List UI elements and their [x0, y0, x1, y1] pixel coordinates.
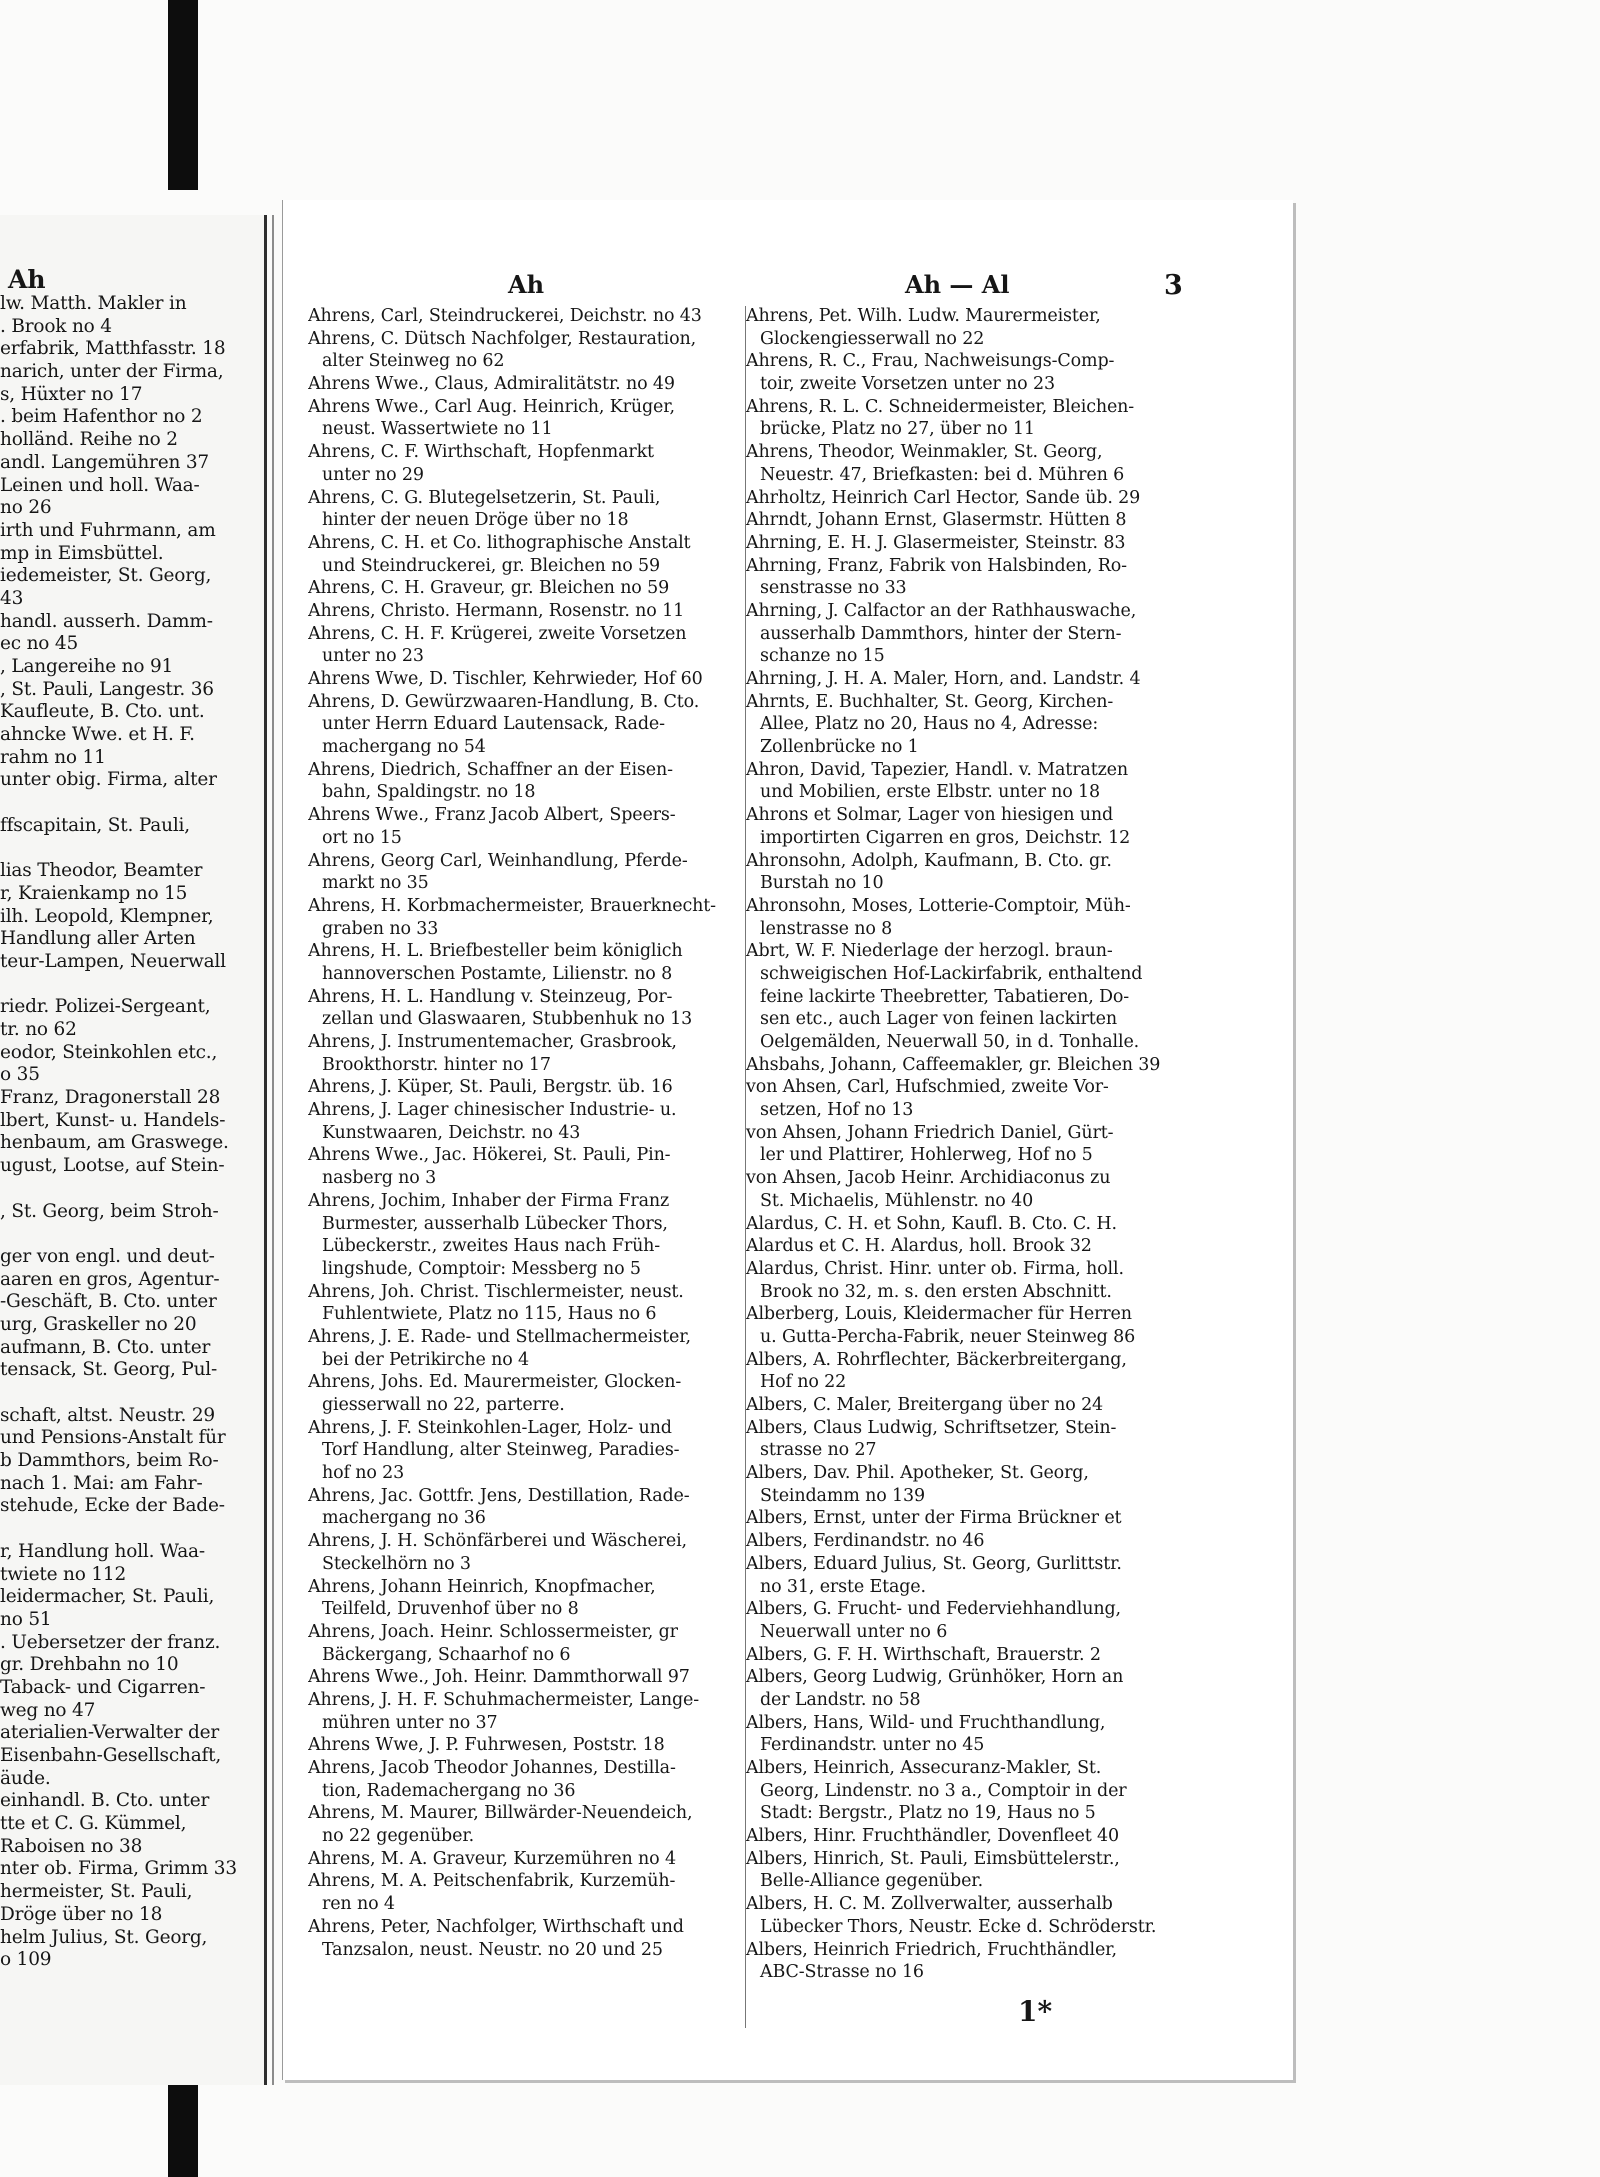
directory-line: unter Herrn Eduard Lautensack, Rade-: [322, 714, 665, 735]
directory-line: Hof no 22: [760, 1372, 847, 1393]
directory-line: hannoverschen Postamte, Lilienstr. no 8: [322, 963, 673, 984]
directory-line: Albers, Eduard Julius, St. Georg, Gurlittstr.: [746, 1553, 1122, 1574]
directory-line: Ahrens, H. L. Briefbesteller beim königlich: [308, 941, 683, 962]
directory-line: aufmann, B. Cto. unter: [0, 1336, 211, 1358]
directory-line: Zollenbrücke no 1: [760, 737, 919, 758]
directory-line: andl. Langemühren 37: [0, 451, 209, 473]
directory-line: bei der Petrikirche no 4: [322, 1349, 530, 1370]
directory-line: Torf Handlung, alter Steinweg, Paradies-: [322, 1440, 680, 1461]
directory-line: tte et C. G. Kümmel,: [0, 1813, 187, 1835]
directory-line: . Brook no 4: [0, 315, 112, 337]
directory-line: Franz, Dragonerstall 28: [0, 1087, 221, 1109]
directory-line: Ahrnts, E. Buchhalter, St. Georg, Kirchen-: [746, 691, 1114, 712]
directory-line: Ahrens, J. H. Schönfärberei und Wäscherei,: [308, 1531, 687, 1552]
directory-line: Ahrons et Solmar, Lager von hiesigen und: [746, 805, 1114, 826]
directory-line: Ahrens, R. C., Frau, Nachweisungs-Comp-: [746, 351, 1115, 372]
directory-line: Alardus, Christ. Hinr. unter ob. Firma, holl.: [746, 1258, 1124, 1279]
directory-line: Neuestr. 47, Briefkasten: bei d. Mühren 6: [760, 464, 1125, 485]
directory-line: einhandl. B. Cto. unter: [0, 1790, 210, 1812]
directory-line: Ahrning, Franz, Fabrik von Halsbinden, Ro-: [746, 555, 1127, 576]
directory-line: Albers, Heinrich Friedrich, Fruchthändler,: [746, 1939, 1117, 1960]
column-header-left: Ah: [508, 270, 545, 299]
directory-line: lbert, Kunst- u. Handels-: [0, 1109, 226, 1131]
directory-line: Ahrens Wwe, J. P. Fuhrwesen, Poststr. 18: [308, 1735, 665, 1756]
directory-line: Ahrens, R. L. C. Schneidermeister, Bleichen-: [746, 396, 1135, 417]
signature-mark: 1*: [1018, 1995, 1053, 2028]
directory-line: twiete no 112: [0, 1563, 127, 1585]
directory-line: Alardus et C. H. Alardus, holl. Brook 32: [746, 1236, 1092, 1257]
directory-line: . Uebersetzer der franz.: [0, 1631, 221, 1653]
left-page-column: [0, 293, 260, 1972]
directory-line: hermeister, St. Pauli,: [0, 1881, 193, 1903]
left-page-header: Ah: [8, 265, 46, 294]
directory-line: Albers, Heinrich, Assecuranz-Makler, St.: [746, 1758, 1102, 1778]
directory-line: Oelgemälden, Neuerwall 50, in d. Tonhalle.: [760, 1032, 1140, 1052]
directory-line: Ahronsohn, Moses, Lotterie-Comptoir, Müh-: [746, 895, 1131, 916]
directory-line: no 51: [0, 1608, 52, 1630]
directory-line: r, Handlung holl. Waa-: [0, 1540, 205, 1562]
directory-line: Stadt: Bergstr., Platz no 19, Haus no 5: [760, 1803, 1096, 1824]
directory-line: und Steindruckerei, gr. Bleichen no 59: [322, 555, 660, 576]
directory-line: Ahrens, D. Gewürzwaaren-Handlung, B. Cto.: [308, 691, 700, 712]
directory-line: Belle-Alliance gegenüber.: [760, 1871, 984, 1892]
directory-line: mühren unter no 37: [322, 1712, 498, 1733]
column-header-right: Ah — Al: [905, 270, 1010, 299]
directory-line: senstrasse no 33: [760, 578, 907, 599]
directory-line: alter Steinweg no 62: [322, 351, 505, 372]
directory-line: brücke, Platz no 27, über no 11: [760, 419, 1035, 440]
directory-line: ausserhalb Dammthors, hinter der Stern-: [760, 623, 1122, 644]
directory-line: Tanzsalon, neust. Neustr. no 20 und 25: [322, 1939, 663, 1960]
binding-mark-top: [168, 0, 198, 190]
directory-line: Ferdinandstr. unter no 45: [760, 1735, 985, 1756]
directory-line: Ahrens, Diedrich, Schaffner an der Eisen-: [308, 759, 673, 780]
directory-line: schanze no 15: [760, 646, 885, 667]
directory-line: eodor, Steinkohlen etc.,: [0, 1041, 218, 1063]
directory-line: ilh. Leopold, Klempner,: [0, 905, 214, 927]
directory-line: ahncke Wwe. et H. F.: [0, 724, 195, 746]
directory-line: helm Julius, St. Georg,: [0, 1926, 208, 1948]
directory-line: graben no 33: [322, 918, 439, 939]
directory-line: [0, 974, 260, 997]
directory-line: schaft, altst. Neustr. 29: [0, 1404, 216, 1426]
directory-line: Ahrens, Johann Heinrich, Knopfmacher,: [308, 1576, 656, 1597]
directory-line: markt no 35: [322, 873, 429, 894]
directory-line: Ahrens Wwe., Franz Jacob Albert, Speers-: [308, 805, 676, 826]
directory-line: Burstah no 10: [760, 873, 884, 894]
directory-line: Albers, G. F. H. Wirthschaft, Brauerstr. 2: [746, 1644, 1101, 1665]
directory-line: s, Hüxter no 17: [0, 383, 143, 405]
directory-line: . beim Hafenthor no 2: [0, 406, 203, 428]
directory-line: Ahrens, Christo. Hermann, Rosenstr. no 11: [308, 600, 685, 621]
directory-line: importirten Cigarren en gros, Deichstr. 12: [760, 827, 1131, 848]
directory-line: Glockengiesserwall no 22: [760, 328, 985, 349]
directory-line: lingshude, Comptoir: Messberg no 5: [322, 1258, 641, 1279]
directory-line: von Ahsen, Carl, Hufschmied, zweite Vor-: [746, 1077, 1109, 1098]
directory-line: b Dammthors, beim Ro-: [0, 1450, 219, 1472]
directory-line: Ahrens, Johs. Ed. Maurermeister, Glocken-: [308, 1372, 682, 1393]
directory-line: Albers, Ferdinandstr. no 46: [746, 1531, 985, 1552]
directory-line: Brookthorstr. hinter no 17: [322, 1054, 551, 1075]
directory-line: o 35: [0, 1064, 40, 1086]
directory-line: Neuerwall unter no 6: [760, 1621, 948, 1642]
directory-line: Kunstwaaren, Deichstr. no 43: [322, 1122, 581, 1143]
directory-line: von Ahsen, Johann Friedrich Daniel, Gürt-: [746, 1122, 1114, 1143]
directory-line: gr. Drehbahn no 10: [0, 1654, 179, 1676]
directory-line: Albers, Hinr. Fruchthändler, Dovenfleet 40: [746, 1826, 1119, 1847]
directory-line: strasse no 27: [760, 1440, 877, 1461]
directory-line: Albers, A. Rohrflechter, Bäckerbreitergang,: [746, 1349, 1127, 1370]
directory-line: ffscapitain, St. Pauli,: [0, 814, 190, 836]
directory-line: Ahrning, E. H. J. Glasermeister, Steinstr. 83: [746, 532, 1126, 553]
directory-line: Ahrens, Joach. Heinr. Schlossermeister, gr: [308, 1621, 678, 1642]
directory-line: urg, Graskeller no 20: [0, 1313, 197, 1335]
directory-line: Ahrens, J. F. Steinkohlen-Lager, Holz- und: [308, 1417, 672, 1438]
directory-line: Ahrens, J. Instrumentemacher, Grasbrook,: [308, 1032, 677, 1052]
directory-line: [0, 838, 260, 861]
directory-line: Ahrens, Carl, Steindruckerei, Deichstr. no 43: [308, 306, 702, 326]
directory-line: ort no 15: [322, 827, 402, 848]
directory-column-right: [746, 305, 1182, 1984]
directory-line: Ahrens, Joh. Christ. Tischlermeister, neust.: [308, 1281, 684, 1302]
directory-line: bahn, Spaldingstr. no 18: [322, 782, 536, 803]
directory-line: Ahrens, Jochim, Inhaber der Firma Franz: [308, 1190, 670, 1211]
directory-line: Ahrens Wwe, D. Tischler, Kehrwieder, Hof 60: [308, 669, 703, 689]
directory-line: Alardus, C. H. et Sohn, Kaufl. B. Cto. C. H.: [746, 1213, 1117, 1234]
directory-line: tion, Rademachergang no 36: [322, 1780, 576, 1801]
directory-line: Ahrens Wwe., Carl Aug. Heinrich, Krüger,: [308, 396, 675, 417]
directory-line: narich, unter der Firma,: [0, 361, 224, 383]
directory-line: Ahrens, Jacob Theodor Johannes, Destilla-: [308, 1758, 676, 1778]
directory-line: Albers, H. C. M. Zollverwalter, ausserhalb: [746, 1894, 1113, 1915]
directory-line: Ahrens, J. H. F. Schuhmachermeister, Lange-: [308, 1689, 699, 1710]
directory-line: Bäckergang, Schaarhof no 6: [322, 1644, 571, 1665]
directory-line: Ahrens Wwe., Jac. Hökerei, St. Pauli, Pin-: [308, 1145, 671, 1166]
directory-line: Steindamm no 139: [760, 1485, 926, 1506]
directory-line: schweigischen Hof-Lackirfabrik, enthaltend: [760, 963, 1143, 984]
directory-line: ger von engl. und deut-: [0, 1245, 215, 1267]
directory-line: St. Michaelis, Mühlenstr. no 40: [760, 1190, 1034, 1211]
directory-line: Ahrens, Theodor, Weinmakler, St. Georg,: [746, 442, 1103, 463]
directory-line: nter ob. Firma, Grimm 33: [0, 1858, 237, 1880]
directory-line: o 109: [0, 1949, 52, 1971]
directory-line: setzen, Hof no 13: [760, 1100, 914, 1121]
directory-line: und Mobilien, erste Elbstr. unter no 18: [760, 782, 1100, 803]
directory-line: Albers, Hinrich, St. Pauli, Eimsbüttelerstr.,: [746, 1848, 1120, 1869]
directory-line: Albers, Claus Ludwig, Schriftsetzer, Stein-: [746, 1417, 1117, 1438]
directory-line: machergang no 36: [322, 1508, 486, 1529]
directory-line: giesserwall no 22, parterre.: [322, 1395, 565, 1415]
directory-line: -Geschäft, B. Cto. unter: [0, 1291, 217, 1313]
directory-line: r, Kraienkamp no 15: [0, 882, 188, 904]
directory-line: [0, 1518, 260, 1541]
directory-line: [0, 792, 260, 815]
directory-line: ABC-Strasse no 16: [760, 1962, 924, 1983]
directory-line: Allee, Platz no 20, Haus no 4, Adresse:: [760, 714, 1099, 735]
directory-line: der Landstr. no 58: [760, 1689, 921, 1710]
directory-line: Fuhlentwiete, Platz no 115, Haus no 6: [322, 1304, 657, 1325]
directory-line: Ahrens, C. H. et Co. lithographische Anstalt: [308, 532, 691, 553]
directory-line: riedr. Polizei-Sergeant,: [0, 996, 211, 1018]
directory-line: no 22 gegenüber.: [322, 1826, 475, 1847]
directory-line: Ahrens, H. L. Handlung v. Steinzeug, Por-: [308, 986, 673, 1007]
directory-line: und Pensions-Anstalt für: [0, 1427, 226, 1449]
directory-line: aterialien-Verwalter der: [0, 1722, 219, 1744]
directory-line: Albers, Georg Ludwig, Grünhöker, Horn an: [746, 1667, 1124, 1688]
directory-line: irth und Fuhrmann, am: [0, 519, 216, 541]
directory-line: Ahsbahs, Johann, Caffeemakler, gr. Bleichen 39: [746, 1054, 1161, 1075]
directory-line: Brook no 32, m. s. den ersten Abschnitt.: [760, 1281, 1112, 1302]
directory-line: Ahrens, M. A. Peitschenfabrik, Kurzemüh-: [308, 1871, 676, 1892]
directory-line: feine lackirte Theebretter, Tabatieren, Do-: [760, 986, 1130, 1007]
page-gutter: [272, 215, 274, 2085]
directory-line: , Langereihe no 91: [0, 656, 174, 677]
directory-line: unter no 29: [322, 464, 424, 485]
directory-line: Ahron, David, Tapezier, Handl. v. Matratzen: [746, 759, 1128, 780]
directory-line: Leinen und holl. Waa-: [0, 474, 200, 496]
directory-line: Teilfeld, Druvenhof über no 8: [322, 1599, 579, 1620]
directory-line: zellan und Glaswaaren, Stubbenhuk no 13: [322, 1009, 693, 1030]
directory-line: u. Gutta-Percha-Fabrik, neuer Steinweg 86: [760, 1326, 1136, 1347]
directory-line: teur-Lampen, Neuerwall: [0, 950, 226, 972]
directory-line: Lübecker Thors, Neustr. Ecke d. Schröderstr.: [760, 1916, 1157, 1937]
directory-line: unter no 23: [322, 646, 424, 667]
directory-line: neust. Wassertwiete no 11: [322, 419, 553, 440]
directory-line: Georg, Lindenstr. no 3 a., Comptoir in der: [760, 1780, 1127, 1801]
directory-line: Albers, Hans, Wild- und Fruchthandlung,: [746, 1712, 1106, 1733]
directory-line: hof no 23: [322, 1463, 405, 1484]
directory-line: nach 1. Mai: am Fahr-: [0, 1472, 203, 1494]
directory-line: Kaufleute, B. Cto. unt.: [0, 701, 205, 723]
directory-line: äude.: [0, 1767, 51, 1789]
directory-line: Ahrning, J. H. A. Maler, Horn, and. Landstr. 4: [746, 669, 1141, 689]
directory-line: Ahrens Wwe., Claus, Admiralitätstr. no 49: [308, 374, 675, 395]
directory-line: Ahrens, Jac. Gottfr. Jens, Destillation, Rade-: [308, 1485, 690, 1506]
directory-line: Ahrens, J. E. Rade- und Stellmachermeister,: [308, 1326, 691, 1347]
directory-line: ren no 4: [322, 1894, 395, 1915]
directory-line: Ahrning, J. Calfactor an der Rathhauswache,: [746, 600, 1137, 621]
directory-line: stehude, Ecke der Bade-: [0, 1495, 225, 1517]
directory-line: Albers, C. Maler, Breitergang über no 24: [746, 1395, 1104, 1415]
directory-line: Raboisen no 38: [0, 1835, 143, 1857]
directory-line: tensack, St. Georg, Pul-: [0, 1359, 218, 1381]
directory-line: Albers, Ernst, unter der Firma Brückner et: [746, 1508, 1122, 1529]
directory-line: [0, 1178, 260, 1201]
directory-line: ugust, Lootse, auf Stein-: [0, 1155, 225, 1177]
directory-line: , St. Georg, beim Stroh-: [0, 1200, 219, 1222]
directory-line: mp in Eimsbüttel.: [0, 542, 164, 564]
directory-line: weg no 47: [0, 1699, 96, 1721]
directory-line: machergang no 54: [322, 737, 486, 758]
directory-line: Burmester, ausserhalb Lübecker Thors,: [322, 1213, 668, 1234]
directory-line: sen etc., auch Lager von feinen lackirten: [760, 1009, 1117, 1030]
directory-line: erfabrik, Matthfasstr. 18: [0, 338, 226, 360]
directory-line: rahm no 11: [0, 746, 106, 768]
directory-line: Ahrens, M. Maurer, Billwärder-Neuendeich,: [308, 1803, 693, 1824]
directory-line: , St. Pauli, Langestr. 36: [0, 678, 214, 700]
directory-line: [0, 1223, 260, 1246]
directory-line: henbaum, am Graswege.: [0, 1132, 229, 1154]
directory-line: Eisenbahn-Gesellschaft,: [0, 1745, 222, 1766]
directory-line: Ahronsohn, Adolph, Kaufmann, B. Cto. gr.: [746, 850, 1112, 871]
directory-line: Ahrens, J. Lager chinesischer Industrie- u.: [308, 1100, 677, 1121]
directory-line: Ahrens, C. Dütsch Nachfolger, Restauration,: [308, 328, 697, 349]
directory-line: holländ. Reihe no 2: [0, 429, 178, 451]
directory-line: Ahrndt, Johann Ernst, Glasermstr. Hütten 8: [746, 510, 1127, 531]
directory-line: Ahrens, C. H. Graveur, gr. Bleichen no 59: [308, 578, 670, 599]
directory-line: Ahrens, J. Küper, St. Pauli, Bergstr. üb. 16: [308, 1077, 673, 1098]
directory-line: handl. ausserh. Damm-: [0, 610, 213, 632]
directory-line: 43: [0, 587, 24, 609]
directory-column-left: [308, 305, 744, 1961]
directory-line: von Ahsen, Jacob Heinr. Archidiaconus zu: [746, 1168, 1111, 1189]
directory-line: Abrt, W. F. Niederlage der herzogl. braun-: [746, 941, 1113, 962]
directory-line: tr. no 62: [0, 1019, 77, 1040]
directory-line: Ahrens, H. Korbmachermeister, Brauerknecht-: [308, 895, 716, 916]
directory-line: toir, zweite Vorsetzen unter no 23: [760, 374, 1055, 395]
directory-line: [0, 1382, 260, 1405]
directory-line: Taback- und Cigarren-: [0, 1676, 206, 1698]
directory-line: Dröge über no 18: [0, 1903, 163, 1925]
directory-line: hinter der neuen Dröge über no 18: [322, 510, 629, 531]
directory-line: lenstrasse no 8: [760, 918, 893, 939]
directory-line: Lübeckerstr., zweites Haus nach Früh-: [322, 1236, 661, 1257]
directory-line: no 31, erste Etage.: [760, 1576, 926, 1597]
directory-line: unter obig. Firma, alter: [0, 769, 217, 791]
directory-line: Ahrens, Georg Carl, Weinhandlung, Pferde-: [308, 850, 688, 871]
directory-line: Ahrens Wwe., Joh. Heinr. Dammthorwall 97: [308, 1667, 690, 1688]
directory-line: Steckelhörn no 3: [322, 1553, 471, 1574]
directory-line: ec no 45: [0, 633, 79, 655]
page-number: 3: [1164, 270, 1183, 301]
directory-line: leidermacher, St. Pauli,: [0, 1586, 215, 1608]
directory-line: Ahrens, C. F. Wirthschaft, Hopfenmarkt: [308, 442, 654, 463]
directory-line: Alberberg, Louis, Kleidermacher für Herren: [746, 1304, 1132, 1325]
directory-line: ler und Plattirer, Hohlerweg, Hof no 5: [760, 1145, 1093, 1166]
directory-line: Albers, G. Frucht- und Federviehhandlung,: [746, 1599, 1121, 1620]
directory-line: iedemeister, St. Georg,: [0, 565, 212, 587]
directory-line: Handlung aller Arten: [0, 928, 196, 950]
directory-line: nasberg no 3: [322, 1168, 437, 1189]
directory-line: Ahrens, Peter, Nachfolger, Wirthschaft und: [308, 1916, 684, 1937]
directory-line: Ahrens, Pet. Wilh. Ludw. Maurermeister,: [746, 306, 1101, 326]
directory-line: Ahrholtz, Heinrich Carl Hector, Sande üb. 29: [746, 487, 1141, 508]
directory-line: Albers, Dav. Phil. Apotheker, St. Georg,: [746, 1463, 1089, 1484]
directory-line: lias Theodor, Beamter: [0, 860, 203, 882]
directory-line: Ahrens, C. H. F. Krügerei, zweite Vorsetzen: [308, 623, 687, 644]
directory-line: Ahrens, C. G. Blutegelsetzerin, St. Pauli,: [308, 487, 661, 508]
directory-line: no 26: [0, 497, 52, 519]
directory-line: lw. Matth. Makler in: [0, 293, 187, 314]
directory-line: Ahrens, M. A. Graveur, Kurzemühren no 4: [308, 1848, 676, 1869]
directory-line: aaren en gros, Agentur-: [0, 1268, 220, 1290]
